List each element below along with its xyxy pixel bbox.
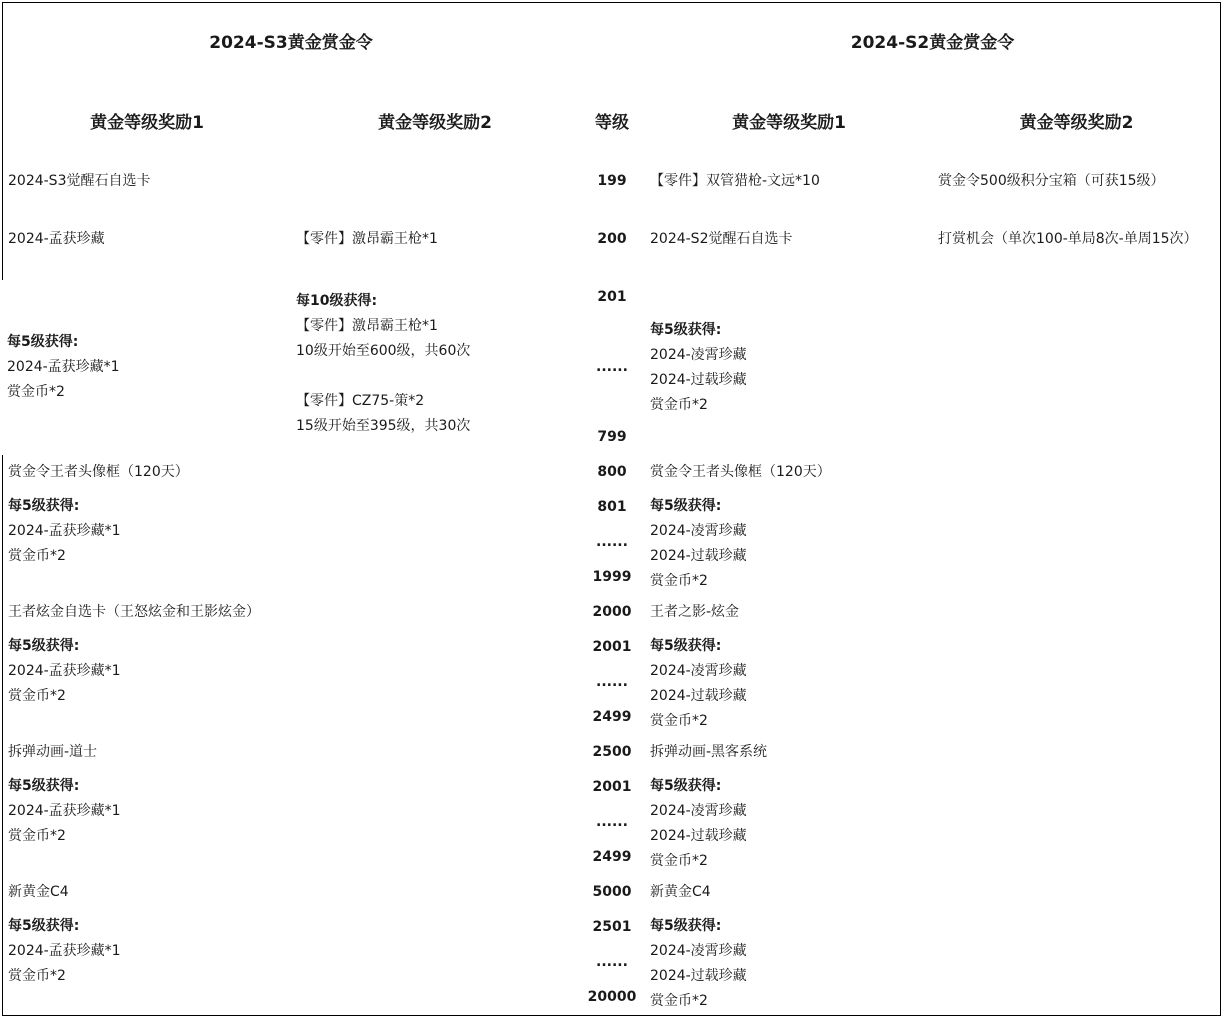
- reward-item: 2024-凌霄珍藏: [650, 663, 747, 679]
- cell-s2-reward1: [645, 199, 934, 281]
- cell-s3-reward1: [2, 630, 292, 736]
- reward-group-heading: 每5级获得:: [650, 778, 722, 794]
- reward-item: 2024-凌霄珍藏: [650, 803, 747, 819]
- reward-item: 15级开始至395级，共30次: [296, 418, 471, 434]
- level-value: ......: [596, 534, 628, 550]
- reward-item: 赏金币*2: [650, 396, 708, 413]
- reward-group-heading: 每5级获得:: [8, 638, 80, 654]
- reward-item: 2024-过载珍藏: [650, 828, 747, 844]
- s2-title: [645, 2, 1221, 84]
- col-header-s3-reward1: [2, 83, 292, 165]
- level-value: ......: [596, 359, 628, 375]
- level-range-bound: [579, 980, 646, 1016]
- level-value: 2000: [592, 604, 632, 620]
- level-value: 2001: [592, 639, 632, 655]
- col-header-level-text: 等级: [595, 113, 629, 133]
- reward-item: 赏金币*2: [650, 573, 708, 589]
- cell-s3-reward2: [291, 735, 580, 771]
- reward-item: 2024-孟获珍藏*1: [8, 803, 121, 819]
- cell-s3-reward1: [2, 910, 292, 1016]
- col-header-s3-reward1-text: 黄金等级奖励1: [90, 113, 204, 133]
- cell-s3-reward2: [291, 595, 580, 631]
- reward-item: 2024-孟获珍藏: [8, 231, 105, 247]
- col-header-s2-reward2: [933, 83, 1221, 165]
- reward-item: 打赏机会（单次100-单局8次-单周15次）: [938, 231, 1198, 247]
- cell-s3-reward1: [2, 875, 292, 911]
- reward-item: 2024-孟获珍藏*1: [8, 523, 121, 539]
- cell-s2-reward2: [933, 199, 1221, 281]
- cell-s2-reward2: [933, 630, 1221, 736]
- s3-title: [2, 2, 580, 84]
- reward-item: 【零件】CZ75-策*2: [296, 393, 425, 409]
- reward-group-heading: 每5级获得:: [7, 334, 79, 350]
- reward-item: 赏金币*2: [8, 688, 66, 704]
- cell-s2-reward2: [933, 770, 1221, 876]
- reward-group-heading: 每5级获得:: [8, 778, 80, 794]
- level-value: 799: [597, 429, 627, 445]
- header-spacer: [579, 2, 646, 84]
- cell-s3-reward2: [291, 455, 580, 491]
- level-range-bound: [579, 770, 646, 806]
- level-value: 201: [597, 289, 627, 305]
- reward-item: 拆弹动画-黑客系统: [650, 744, 768, 760]
- reward-group-heading: 每5级获得:: [650, 498, 722, 514]
- col-header-s2-reward2-text: 黄金等级奖励2: [1019, 113, 1134, 133]
- cell-s3-reward2: [291, 630, 580, 736]
- level-cell: [579, 164, 646, 200]
- reward-item: 10级开始至600级，共60次: [296, 343, 471, 359]
- reward-group-heading: 每5级获得:: [650, 918, 722, 934]
- level-cell: [579, 199, 646, 281]
- level-value: 1999: [592, 569, 632, 585]
- reward-item: 赏金令500级积分宝箱（可获15级）: [938, 173, 1165, 189]
- level-value: 801: [597, 499, 627, 515]
- cell-s2-reward2: [933, 280, 1221, 456]
- cell-s3-reward1: [2, 455, 292, 491]
- level-cell: [579, 735, 646, 771]
- col-header-s2-reward1: [645, 83, 934, 165]
- reward-group-heading: 每5级获得:: [8, 498, 80, 514]
- cell-s3-reward2: [291, 164, 580, 200]
- reward-item: 赏金币*2: [7, 384, 65, 400]
- cell-s3-reward1: [2, 164, 292, 200]
- level-value: 800: [597, 464, 627, 480]
- cell-s2-reward1: [645, 164, 934, 200]
- cell-s3-reward2: [291, 770, 580, 876]
- cell-s3-reward2: [291, 280, 580, 456]
- reward-item: 【零件】激昂霸王枪*1: [296, 318, 438, 334]
- reward-item: 2024-凌霄珍藏: [650, 523, 747, 539]
- level-value: 2499: [592, 849, 632, 865]
- cell-s3-reward2: [291, 875, 580, 911]
- reward-item: 赏金币*2: [650, 713, 708, 729]
- level-cell: [579, 595, 646, 631]
- col-header-level: [579, 83, 646, 165]
- reward-group-heading: 每5级获得:: [650, 321, 722, 338]
- reward-item: 2024-S2觉醒石自选卡: [650, 231, 793, 247]
- cell-s2-reward1: [645, 595, 934, 631]
- cell-s2-reward2: [933, 735, 1221, 771]
- reward-item: 2024-孟获珍藏*1: [8, 663, 121, 679]
- reward-item: [296, 364, 574, 389]
- cell-s2-reward1: [645, 455, 934, 491]
- level-value: ......: [596, 674, 628, 690]
- s3-title-text: 2024-S3黄金赏金令: [209, 32, 373, 53]
- reward-item: 【零件】双管猎枪-文远*10: [650, 173, 820, 189]
- reward-group-heading: 每5级获得:: [650, 638, 722, 654]
- reward-item: 新黄金C4: [8, 884, 69, 900]
- level-range-bound: [579, 490, 646, 526]
- cell-s2-reward2: [933, 164, 1221, 200]
- level-value: 199: [597, 173, 627, 189]
- level-value: 2001: [592, 779, 632, 795]
- reward-item: 2024-过载珍藏: [650, 371, 747, 388]
- cell-s3-reward1: [2, 735, 292, 771]
- level-value: 5000: [592, 884, 632, 900]
- level-value: 2500: [592, 744, 632, 760]
- cell-s3-reward1: [2, 595, 292, 631]
- cell-s2-reward2: [933, 455, 1221, 491]
- level-range-ellipsis: [579, 665, 646, 701]
- level-range-bound: [579, 280, 646, 316]
- cell-s2-reward1: [645, 770, 934, 876]
- cell-s2-reward2: [933, 910, 1221, 1016]
- cell-s3-reward1: [2, 490, 292, 596]
- cell-s2-reward1: [645, 630, 934, 736]
- reward-item: 新黄金C4: [650, 884, 711, 900]
- reward-item: 拆弹动画-道士: [8, 744, 98, 760]
- level-range-bound: [579, 840, 646, 876]
- reward-item: 2024-过载珍藏: [650, 968, 747, 984]
- level-cell: [579, 455, 646, 491]
- level-value: 200: [597, 231, 627, 247]
- level-value: 20000: [587, 989, 637, 1005]
- reward-item: 【零件】激昂霸王枪*1: [296, 231, 438, 247]
- reward-item: 2024-过载珍藏: [650, 548, 747, 564]
- level-range-ellipsis: [579, 805, 646, 841]
- cell-s3-reward2: [291, 199, 580, 281]
- cell-s2-reward2: [933, 490, 1221, 596]
- reward-item: 2024-S3觉醒石自选卡: [8, 173, 151, 189]
- reward-item: 王者炫金自选卡（王怒炫金和王影炫金）: [8, 604, 260, 620]
- level-range-bound: [579, 420, 646, 456]
- cell-s2-reward2: [933, 875, 1221, 911]
- level-value: ......: [596, 954, 628, 970]
- reward-item: 2024-孟获珍藏*1: [7, 359, 120, 375]
- reward-item: 赏金令王者头像框（120天）: [650, 464, 831, 480]
- cell-s2-reward1: [645, 735, 934, 771]
- cell-s3-reward2: [291, 490, 580, 596]
- cell-s3-reward1: [2, 199, 292, 281]
- reward-item: 2024-凌霄珍藏: [650, 943, 747, 959]
- reward-item: 赏金币*2: [8, 968, 66, 984]
- col-header-s3-reward2: [291, 83, 580, 165]
- col-header-s2-reward1-text: 黄金等级奖励1: [732, 113, 846, 133]
- cell-s2-reward1: [645, 875, 934, 911]
- level-value: ......: [596, 814, 628, 830]
- reward-item: 2024-孟获珍藏*1: [8, 943, 121, 959]
- reward-group-heading: 每5级获得:: [8, 918, 80, 934]
- reward-item: 2024-过载珍藏: [650, 688, 747, 704]
- level-range-bound: [579, 630, 646, 666]
- reward-item: 赏金币*2: [650, 993, 708, 1009]
- reward-group-heading: 每10级获得:: [296, 293, 378, 309]
- level-range-ellipsis: [579, 315, 646, 421]
- cell-s3-reward1: [2, 770, 292, 876]
- s2-title-text: 2024-S2黄金赏金令: [850, 32, 1015, 53]
- level-range-bound: [579, 910, 646, 946]
- level-value: 2501: [592, 919, 632, 935]
- cell-s2-reward1: [645, 280, 934, 456]
- level-range-ellipsis: [579, 525, 646, 561]
- reward-item: 赏金令王者头像框（120天）: [8, 464, 189, 480]
- level-range-bound: [579, 560, 646, 596]
- reward-item: 赏金币*2: [8, 548, 66, 564]
- reward-item: 2024-凌霄珍藏: [650, 346, 747, 363]
- cell-s2-reward2: [933, 595, 1221, 631]
- col-header-s3-reward2-text: 黄金等级奖励2: [378, 113, 492, 133]
- level-value: 2499: [592, 709, 632, 725]
- cell-s3-reward2: [291, 910, 580, 1016]
- cell-s2-reward1: [645, 490, 934, 596]
- level-range-bound: [579, 700, 646, 736]
- level-range-ellipsis: [579, 945, 646, 981]
- cell-s2-reward1: [645, 910, 934, 1016]
- level-cell: [579, 875, 646, 911]
- reward-item: 王者之影-炫金: [650, 604, 740, 620]
- cell-s3-reward1: [2, 280, 292, 456]
- reward-item: 赏金币*2: [650, 853, 708, 869]
- reward-item: 赏金币*2: [8, 828, 66, 844]
